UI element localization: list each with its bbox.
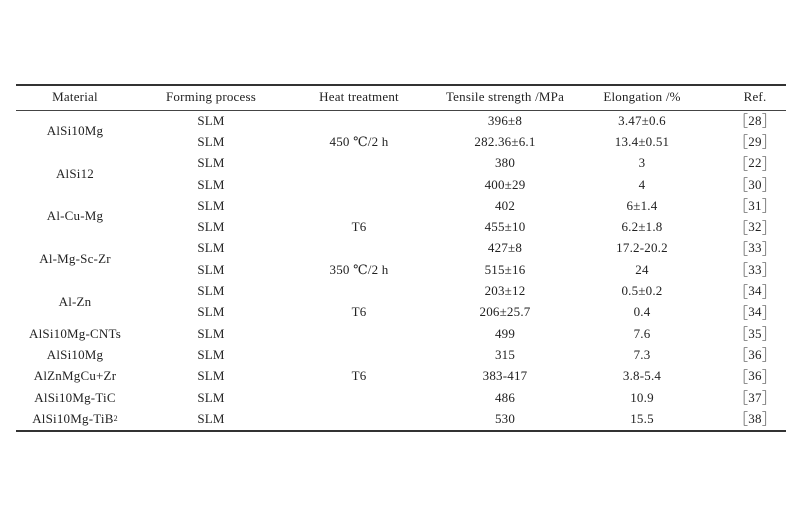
elongation-cell: 3.47±0.6 bbox=[618, 112, 666, 128]
ref-close-bracket: ］ bbox=[761, 241, 777, 258]
ref-close-bracket: ］ bbox=[761, 178, 777, 195]
ref-cell bbox=[704, 366, 786, 387]
ref-number: 28 bbox=[748, 112, 762, 128]
material-cell bbox=[16, 323, 134, 344]
ref-cell bbox=[704, 131, 786, 152]
ref-cell bbox=[704, 238, 786, 259]
forming-process-cell: SLM bbox=[197, 410, 225, 426]
tensile-strength-cell: 383-417 bbox=[482, 368, 528, 384]
tensile-strength-cell: 400±29 bbox=[484, 176, 526, 192]
tensile-strength-cell: 380 bbox=[494, 155, 516, 171]
ref-close-bracket: ］ bbox=[761, 412, 777, 429]
material-name: AlSi10Mg-TiC bbox=[34, 389, 116, 405]
ref-number: 34 bbox=[748, 283, 762, 299]
ref-open-bracket: ［ bbox=[733, 263, 749, 280]
tensile-strength-cell: 499 bbox=[494, 325, 516, 341]
ref-cell bbox=[704, 344, 786, 365]
ref-close-bracket: ］ bbox=[761, 305, 777, 322]
ref-cell bbox=[704, 216, 786, 237]
header-heat-treatment: Heat treatment bbox=[319, 89, 399, 104]
tensile-strength-cell: 427±8 bbox=[487, 240, 523, 256]
ref-close-bracket: ］ bbox=[761, 369, 777, 386]
forming-process-cell: SLM bbox=[197, 304, 225, 320]
ref-close-bracket: ］ bbox=[761, 220, 777, 237]
ref-open-bracket: ［ bbox=[733, 241, 749, 258]
ref-number: 36 bbox=[748, 368, 762, 384]
ref-open-bracket: ［ bbox=[733, 284, 749, 301]
ref-close-bracket: ］ bbox=[761, 348, 777, 365]
ref-close-bracket: ］ bbox=[761, 284, 777, 301]
ref-open-bracket: ［ bbox=[733, 178, 749, 195]
forming-process-cell: SLM bbox=[197, 112, 225, 128]
material-cell bbox=[16, 195, 134, 238]
ref-cell bbox=[704, 408, 786, 429]
forming-process-cell: SLM bbox=[197, 283, 225, 299]
ref-open-bracket: ［ bbox=[733, 348, 749, 365]
header-elongation: Elongation /% bbox=[603, 89, 681, 104]
forming-process-cell: SLM bbox=[197, 346, 225, 362]
material-name: Al-Cu-Mg bbox=[46, 208, 104, 224]
ref-close-bracket: ］ bbox=[761, 327, 777, 344]
material-cell bbox=[16, 153, 134, 196]
tensile-strength-cell: 455±10 bbox=[484, 219, 526, 235]
forming-process-cell: SLM bbox=[197, 133, 225, 149]
ref-number: 29 bbox=[748, 133, 762, 149]
tensile-strength-cell: 282.36±6.1 bbox=[474, 133, 536, 149]
elongation-cell: 3.8-5.4 bbox=[622, 368, 662, 384]
ref-number: 32 bbox=[748, 219, 762, 235]
tensile-strength-cell: 515±16 bbox=[484, 261, 526, 277]
ref-close-bracket: ］ bbox=[761, 391, 777, 407]
material-name: AlSi10Mg bbox=[46, 346, 104, 362]
material-name: AlSi12 bbox=[55, 165, 95, 181]
elongation-cell: 3 bbox=[638, 155, 646, 171]
material-name: AlSi10Mg bbox=[46, 123, 104, 139]
ref-number: 22 bbox=[748, 155, 762, 171]
ref-number: 36 bbox=[748, 346, 762, 362]
forming-process-cell: SLM bbox=[197, 261, 225, 277]
header-tensile-strength: Tensile strength /MPa bbox=[445, 89, 565, 104]
material-name: AlSi10Mg-CNTs bbox=[29, 325, 121, 341]
forming-process-cell: SLM bbox=[197, 197, 225, 213]
material-subscript: 2 bbox=[113, 414, 118, 424]
ref-number: 30 bbox=[748, 176, 762, 192]
material-cell bbox=[16, 408, 134, 429]
elongation-cell: 24 bbox=[635, 261, 649, 277]
ref-open-bracket: ［ bbox=[733, 327, 749, 344]
elongation-cell: 17.2-20.2 bbox=[616, 240, 668, 256]
tensile-strength-cell: 315 bbox=[494, 346, 516, 362]
ref-open-bracket: ［ bbox=[733, 199, 749, 216]
elongation-cell: 13.4±0.51 bbox=[614, 133, 670, 149]
tensile-strength-cell: 206±25.7 bbox=[479, 304, 531, 320]
heat-treatment-cell: T6 bbox=[351, 368, 367, 384]
material-name: AlZnMgCu+Zr bbox=[33, 368, 117, 384]
ref-cell bbox=[704, 387, 786, 408]
forming-process-cell: SLM bbox=[197, 240, 225, 256]
tensile-strength-cell: 203±12 bbox=[484, 283, 526, 299]
ref-close-bracket: ］ bbox=[761, 114, 777, 131]
forming-process-cell: SLM bbox=[197, 389, 225, 405]
heat-treatment-cell: T6 bbox=[351, 219, 367, 235]
ref-open-bracket: ［ bbox=[733, 412, 749, 429]
elongation-cell: 0.4 bbox=[633, 304, 651, 320]
ref-cell bbox=[704, 323, 786, 344]
ref-open-bracket: ［ bbox=[733, 220, 749, 237]
ref-open-bracket: ［ bbox=[733, 369, 749, 386]
material-name: Al-Mg-Sc-Zr bbox=[39, 251, 111, 267]
heat-treatment-cell: 450 ℃/2 h bbox=[329, 133, 389, 149]
forming-process-cell: SLM bbox=[197, 155, 225, 171]
elongation-cell: 7.6 bbox=[633, 325, 651, 341]
ref-cell bbox=[704, 174, 786, 195]
ref-cell bbox=[704, 259, 786, 280]
ref-number: 38 bbox=[748, 410, 762, 426]
ref-cell bbox=[704, 280, 786, 301]
ref-close-bracket: ］ bbox=[761, 156, 777, 173]
ref-number: 33 bbox=[748, 240, 762, 256]
material-name: AlSi10Mg-TiB bbox=[32, 410, 114, 426]
material-cell bbox=[16, 387, 134, 408]
ref-close-bracket: ］ bbox=[761, 263, 777, 280]
elongation-cell: 4 bbox=[638, 176, 646, 192]
material-cell bbox=[16, 110, 134, 153]
header-material: Material bbox=[52, 89, 98, 104]
forming-process-cell: SLM bbox=[197, 176, 225, 192]
table-bottom-rule bbox=[16, 430, 786, 432]
ref-open-bracket: ［ bbox=[733, 391, 749, 407]
tensile-strength-cell: 396±8 bbox=[487, 112, 523, 128]
elongation-cell: 7.3 bbox=[633, 346, 651, 362]
ref-number: 34 bbox=[748, 304, 762, 320]
material-cell bbox=[16, 344, 134, 365]
ref-open-bracket: ［ bbox=[733, 305, 749, 322]
tensile-strength-cell: 486 bbox=[494, 389, 516, 405]
elongation-cell: 15.5 bbox=[630, 410, 654, 426]
material-name: Al-Zn bbox=[58, 293, 92, 309]
ref-number: 33 bbox=[748, 261, 762, 277]
ref-number: 31 bbox=[748, 197, 762, 213]
elongation-cell: 6.2±1.8 bbox=[621, 219, 663, 235]
elongation-cell: 6±1.4 bbox=[626, 197, 658, 213]
ref-cell bbox=[704, 153, 786, 174]
tensile-strength-cell: 402 bbox=[494, 197, 516, 213]
ref-open-bracket: ［ bbox=[733, 114, 749, 131]
ref-number: 37 bbox=[748, 389, 762, 405]
ref-cell bbox=[704, 302, 786, 323]
ref-number: 35 bbox=[748, 325, 762, 341]
table-grid bbox=[16, 84, 786, 429]
ref-close-bracket: ］ bbox=[761, 199, 777, 216]
material-cell bbox=[16, 366, 134, 387]
material-cell bbox=[16, 280, 134, 323]
ref-cell bbox=[704, 195, 786, 216]
heat-treatment-cell: 350 ℃/2 h bbox=[329, 261, 389, 277]
elongation-cell: 10.9 bbox=[630, 389, 654, 405]
forming-process-cell: SLM bbox=[197, 219, 225, 235]
header-ref: Ref. bbox=[743, 89, 767, 104]
tensile-strength-cell: 530 bbox=[494, 410, 516, 426]
forming-process-cell: SLM bbox=[197, 325, 225, 341]
ref-cell bbox=[704, 110, 786, 131]
header-forming-process: Forming process bbox=[165, 89, 257, 104]
material-cell bbox=[16, 238, 134, 281]
ref-open-bracket: ［ bbox=[733, 156, 749, 173]
forming-process-cell: SLM bbox=[197, 368, 225, 384]
ref-close-bracket: ］ bbox=[761, 135, 777, 152]
heat-treatment-cell: T6 bbox=[351, 304, 367, 320]
ref-open-bracket: ［ bbox=[733, 135, 749, 152]
elongation-cell: 0.5±0.2 bbox=[621, 283, 663, 299]
